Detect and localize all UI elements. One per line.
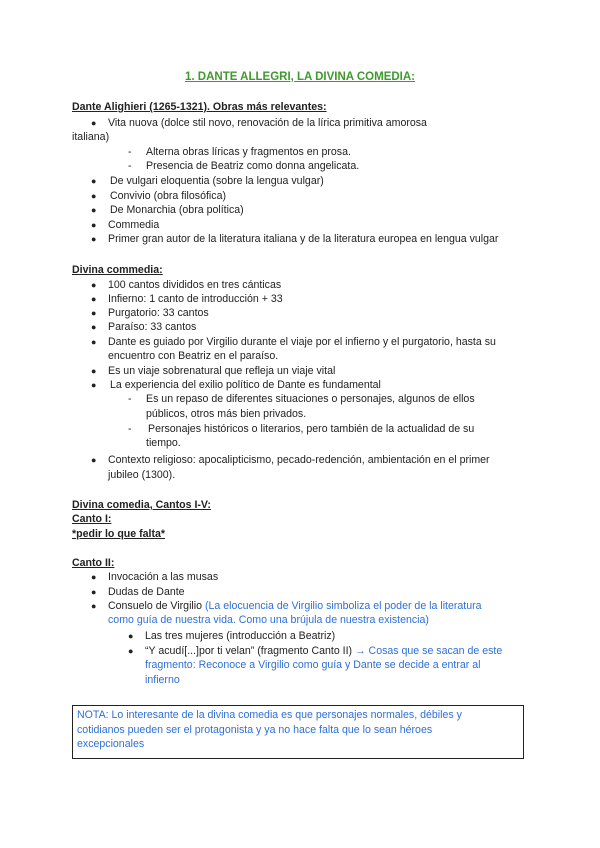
- consuelo-note-cont: como guía de nuestra vida. Como una brújula de nuestra existencia): [108, 614, 429, 626]
- canto-1-line: *pedir lo que falta*: [72, 528, 166, 540]
- sub-item-fragmento: [145, 645, 502, 658]
- list-item-guiado: Dante es guiado por Virgilio durante el viaje por el infierno y el purgatorio, hasta su: [108, 336, 496, 348]
- list-item-primer-autor: Primer gran autor de la literatura italiana y de la literatura europea en lengua vulgar: [108, 233, 499, 245]
- list-item-exilio: La experiencia del exilio político de Dante es fundamental: [110, 379, 381, 391]
- bullet-icon: ●: [91, 191, 97, 201]
- list-item-purgatorio: Purgatorio: 33 cantos: [108, 307, 209, 319]
- fragmento-note-end: infierno: [145, 674, 180, 686]
- dash-icon: -: [128, 160, 132, 172]
- list-item-convivio: Convivio (obra filosófica): [110, 190, 226, 202]
- bullet-icon: ●: [91, 294, 97, 304]
- section-heading-commedia: Divina commedia:: [72, 264, 163, 276]
- section-heading-dante: Dante Alighieri (1265-1321). Obras más relevantes:: [72, 101, 327, 113]
- list-item-consuelo: [108, 600, 482, 613]
- bullet-icon: ●: [91, 280, 97, 290]
- dash-icon: -: [128, 393, 132, 405]
- bullet-icon: ●: [91, 234, 97, 244]
- list-item-dudas: Dudas de Dante: [108, 586, 185, 598]
- sub-item-tres-mujeres: Las tres mujeres (introducción a Beatriz): [145, 630, 336, 642]
- bullet-icon: ●: [91, 587, 97, 597]
- sub-item-personajes-cont: tiempo.: [146, 437, 181, 449]
- bullet-icon: ●: [91, 455, 97, 465]
- list-item-cantos: 100 cantos divididos en tres cánticas: [108, 279, 282, 291]
- note-line-3: excepcionales: [77, 738, 145, 750]
- list-item-commedia: Commedia: [108, 219, 160, 231]
- bullet-icon: ●: [91, 601, 97, 611]
- bullet-icon: ●: [91, 380, 97, 390]
- note-line-1: NOTA: Lo interesante de la divina comedia es que personajes normales, débiles y: [77, 709, 462, 721]
- bullet-icon: ●: [91, 176, 97, 186]
- list-item-invocacion: Invocación a las musas: [108, 571, 219, 583]
- sub-item-repaso-cont: públicos, otros más bien privados.: [146, 408, 307, 420]
- bullet-icon: ●: [128, 646, 134, 656]
- note-box: [72, 705, 524, 759]
- list-item-paraiso: Paraíso: 33 cantos: [108, 321, 197, 333]
- list-item-vulgari: De vulgari eloquentia (sobre la lengua vulgar): [110, 175, 324, 187]
- consuelo-label: Consuelo de Virgilio: [108, 600, 205, 612]
- fragmento-note: → Cosas que se sacan de este: [355, 645, 503, 657]
- list-item-viaje: Es un viaje sobrenatural que refleja un viaje vital: [108, 365, 336, 377]
- sub-item-personajes: Personajes históricos o literarios, pero también de la actualidad de su: [148, 423, 475, 435]
- bullet-icon: ●: [91, 118, 97, 128]
- list-item-infierno: Infierno: 1 canto de introducción + 33: [108, 293, 283, 305]
- bullet-icon: ●: [91, 572, 97, 582]
- sub-item-alterna: Alterna obras líricas y fragmentos en prosa.: [146, 146, 351, 158]
- bullet-icon: ●: [91, 366, 97, 376]
- list-item-contexto: Contexto religioso: apocalipticismo, pecado-redención, ambientación en el primer: [108, 454, 490, 466]
- bullet-icon: ●: [128, 631, 134, 641]
- fragmento-label: “Y acudí[...]por ti velan” (fragmento Canto II): [145, 645, 356, 657]
- dash-icon: -: [128, 423, 132, 435]
- canto-2-heading: Canto II:: [72, 557, 115, 569]
- list-item-vita-nuova: Vita nuova (dolce stil novo, renovación de la lírica primitiva amorosa: [108, 117, 427, 129]
- section-heading-cantos: Divina comedia, Cantos I-V:: [72, 499, 211, 511]
- canto-1-heading: Canto I:: [72, 513, 112, 525]
- fragmento-note-cont: fragmento: Reconoce a Virgilio como guía y Dante se decide a entrar al: [145, 659, 481, 671]
- page-title: 1. DANTE ALLEGRI, LA DIVINA COMEDIA:: [185, 71, 415, 83]
- bullet-icon: ●: [91, 337, 97, 347]
- sub-item-repaso: Es un repaso de diferentes situaciones o personajes, algunos de ellos: [146, 393, 475, 405]
- bullet-icon: ●: [91, 322, 97, 332]
- bullet-icon: ●: [91, 308, 97, 318]
- bullet-icon: ●: [91, 220, 97, 230]
- list-item-guiado-cont: encuentro con Beatriz en el paraíso.: [108, 350, 279, 362]
- list-item-monarchia: De Monarchia (obra política): [110, 204, 244, 216]
- dash-icon: -: [128, 146, 132, 158]
- list-item-vita-nuova-cont: italiana): [72, 131, 110, 143]
- note-line-2: cotidianos pueden ser el protagonista y ya no hace falta que lo sean héroes: [77, 723, 433, 736]
- consuelo-note: (La elocuencia de Virgilio simboliza el poder de la literatura: [204, 600, 482, 612]
- sub-item-presencia: Presencia de Beatriz como donna angelicata.: [146, 160, 360, 172]
- bullet-icon: ●: [91, 205, 97, 215]
- list-item-contexto-cont: jubileo (1300).: [108, 469, 176, 481]
